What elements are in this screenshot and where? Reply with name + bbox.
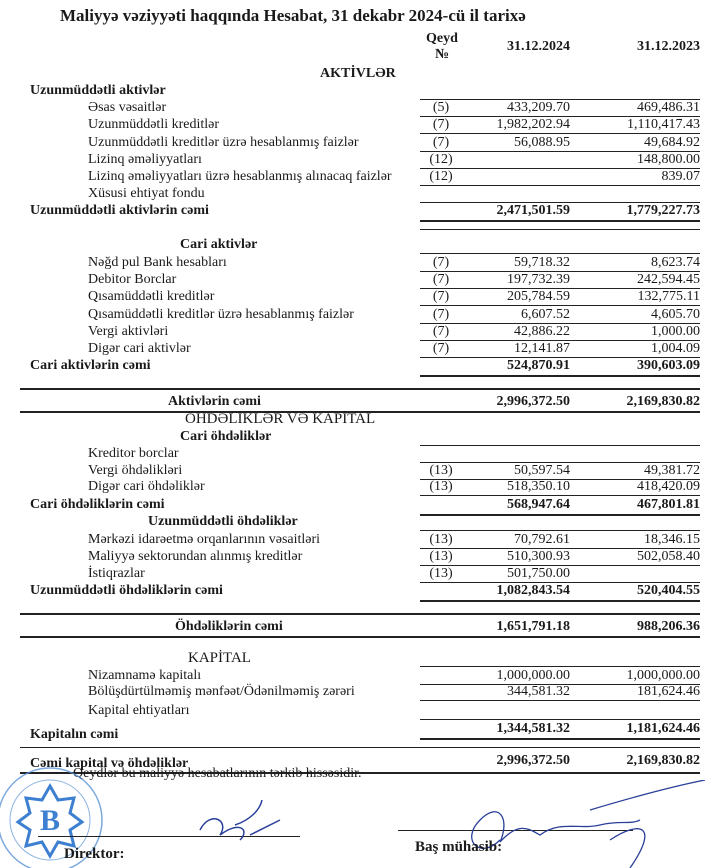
total-row bbox=[0, 394, 708, 411]
value-2023: 132,775.11 bbox=[637, 289, 700, 304]
column-header-2024: 31.12.2024 bbox=[507, 39, 570, 54]
table-row bbox=[0, 307, 708, 324]
value-2023: 2,169,830.82 bbox=[626, 394, 700, 409]
table-row bbox=[0, 684, 708, 701]
rule-line bbox=[420, 229, 700, 230]
row-label: Xüsusi ehtiyat fondu bbox=[88, 186, 205, 201]
table-row bbox=[0, 186, 708, 203]
section-heading bbox=[0, 514, 708, 531]
rule-line bbox=[20, 613, 700, 615]
footnote: Qeydlər bu maliyyə hesabatlarının tərkib hissəsidir. bbox=[73, 766, 362, 781]
rule-line bbox=[420, 738, 700, 740]
value-2023: 1,004.09 bbox=[651, 341, 700, 356]
row-label: Əsas vəsaitlər bbox=[88, 100, 167, 115]
value-2023: 2,169,830.82 bbox=[626, 753, 700, 768]
value-2023: 181,624.46 bbox=[637, 684, 700, 699]
value-2024: 205,784.59 bbox=[507, 289, 570, 304]
value-2023: 49,684.92 bbox=[644, 135, 700, 150]
value-2023: 242,594.45 bbox=[637, 272, 700, 287]
note-ref: (13) bbox=[429, 463, 453, 478]
value-2023: 418,420.09 bbox=[637, 479, 700, 494]
column-header-2023: 31.12.2023 bbox=[637, 39, 700, 54]
value-2023: 8,623.74 bbox=[651, 255, 700, 270]
value-2023: 839.07 bbox=[661, 169, 700, 184]
rule-line bbox=[20, 388, 700, 390]
rule-line bbox=[420, 305, 700, 306]
section-heading bbox=[0, 66, 708, 83]
note-ref: (13) bbox=[429, 549, 453, 564]
row-label: Digər cari öhdəliklər bbox=[88, 479, 205, 494]
value-2023: 988,206.36 bbox=[637, 619, 700, 634]
row-label: Qısamüddətli kreditlər bbox=[88, 289, 215, 304]
section-heading bbox=[0, 83, 708, 100]
value-2024: 1,082,843.54 bbox=[496, 583, 570, 598]
row-label: Cəmi kapital və öhdəliklər bbox=[30, 756, 189, 771]
value-2024: 1,000,000.00 bbox=[496, 668, 570, 683]
rule-line bbox=[420, 666, 700, 667]
row-label: Öhdəliklərin cəmi bbox=[175, 619, 283, 634]
table-row bbox=[0, 479, 708, 496]
value-2024: 518,350.10 bbox=[507, 479, 570, 494]
value-2024: 12,141.87 bbox=[514, 341, 570, 356]
total-row bbox=[0, 358, 708, 375]
note-header-line1: Qeyd bbox=[426, 31, 458, 46]
table-row bbox=[0, 117, 708, 134]
page-title: Maliyyə vəziyyəti haqqında Hesabat, 31 dekabr 2024-cü il tarixə bbox=[60, 6, 526, 25]
value-2024: 50,597.54 bbox=[514, 463, 570, 478]
value-2023: 520,404.55 bbox=[637, 583, 700, 598]
row-label: Maliyyə sektorundan alınmış kreditlər bbox=[88, 549, 303, 564]
note-header-line2: № bbox=[434, 47, 450, 62]
value-2024: 56,088.95 bbox=[514, 135, 570, 150]
value-2023: 1,000,000.00 bbox=[626, 668, 700, 683]
value-2023: 1,110,417.43 bbox=[627, 117, 700, 132]
section-heading bbox=[0, 650, 708, 667]
note-ref: (7) bbox=[432, 117, 450, 132]
value-2023: 390,603.09 bbox=[637, 358, 700, 373]
table-row bbox=[0, 324, 708, 341]
table-row bbox=[0, 169, 708, 186]
value-2024: 524,870.91 bbox=[507, 358, 570, 373]
note-ref: (7) bbox=[432, 135, 450, 150]
rule-line bbox=[420, 719, 700, 720]
table-row bbox=[0, 463, 708, 480]
rule-line bbox=[420, 133, 700, 134]
value-2023: 1,000.00 bbox=[651, 324, 700, 339]
value-2023: 18,346.15 bbox=[644, 532, 700, 547]
row-label: Lizinq əməliyyatları bbox=[88, 152, 202, 167]
value-2024: 6,607.52 bbox=[521, 307, 570, 322]
rule-line bbox=[420, 220, 700, 222]
rule-line bbox=[420, 495, 700, 496]
accountant-label: Baş mühasib: bbox=[415, 839, 503, 855]
note-column-header bbox=[426, 31, 458, 63]
row-label: Aktivlərin cəmi bbox=[168, 394, 261, 409]
value-2024: 433,209.70 bbox=[507, 100, 570, 115]
value-2023: 4,605.70 bbox=[651, 307, 700, 322]
table-row bbox=[0, 532, 708, 549]
value-2023: 148,800.00 bbox=[637, 152, 700, 167]
row-label: ÖHDƏLİKLƏR VƏ KAPİTAL bbox=[185, 411, 376, 427]
total-row bbox=[0, 497, 708, 514]
value-2024: 344,581.32 bbox=[507, 684, 570, 699]
table-row bbox=[0, 135, 708, 152]
total-row bbox=[0, 619, 708, 636]
row-label: Kapital ehtiyatları bbox=[88, 703, 190, 718]
table-row bbox=[0, 100, 708, 117]
svg-text:B: B bbox=[39, 804, 61, 837]
row-label: Uzunmüddətli kreditlər üzrə hesablanmış faizlər bbox=[88, 135, 359, 150]
row-label: Uzunmüddətli öhdəliklər bbox=[148, 514, 298, 529]
table-row bbox=[0, 668, 708, 685]
table-row bbox=[0, 549, 708, 566]
table-row bbox=[0, 289, 708, 306]
rule-line bbox=[20, 747, 700, 748]
value-2024: 2,996,372.50 bbox=[496, 394, 570, 409]
value-2023: 49,381.72 bbox=[644, 463, 700, 478]
note-ref: (12) bbox=[429, 169, 453, 184]
row-label: Cari aktivlər bbox=[180, 237, 258, 252]
note-ref: (13) bbox=[429, 566, 453, 581]
director-label: Direktor: bbox=[64, 846, 125, 862]
value-2024: 568,947.64 bbox=[507, 497, 570, 512]
note-ref: (5) bbox=[432, 100, 450, 115]
row-label: Kapitalın cəmi bbox=[30, 727, 119, 742]
row-label: Kreditor borclar bbox=[88, 446, 179, 461]
table-row bbox=[0, 703, 708, 720]
value-2024: 70,792.61 bbox=[514, 532, 570, 547]
rule-line bbox=[420, 253, 700, 254]
table-row bbox=[0, 272, 708, 289]
table-row bbox=[0, 152, 708, 169]
row-label: Digər cari aktivlər bbox=[88, 341, 191, 356]
note-ref: (7) bbox=[432, 289, 450, 304]
value-2023: 469,486.31 bbox=[637, 100, 700, 115]
total-row bbox=[0, 203, 708, 220]
section-heading bbox=[0, 237, 708, 254]
row-label: Uzunmüddətli aktivlər bbox=[30, 83, 166, 98]
rule-line bbox=[420, 700, 700, 701]
row-label: Cari öhdəliklərin cəmi bbox=[30, 497, 165, 512]
table-row bbox=[0, 255, 708, 272]
rule-line bbox=[20, 636, 700, 638]
table-row bbox=[0, 566, 708, 583]
director-signature bbox=[190, 790, 300, 850]
row-label: KAPİTAL bbox=[188, 650, 251, 666]
value-2024: 42,886.22 bbox=[514, 324, 570, 339]
row-label: Qısamüddətli kreditlər üzrə hesablanmış faizlər bbox=[88, 307, 354, 322]
row-label: İstiqrazlar bbox=[88, 566, 145, 581]
value-2024: 197,732.39 bbox=[507, 272, 570, 287]
total-row bbox=[0, 583, 708, 600]
value-2024: 1,344,581.32 bbox=[496, 721, 570, 736]
note-ref: (7) bbox=[432, 341, 450, 356]
value-2024: 2,996,372.50 bbox=[496, 753, 570, 768]
row-label: Uzunmüddətli kreditlər bbox=[88, 117, 220, 132]
value-2024: 501,750.00 bbox=[507, 566, 570, 581]
note-ref: (7) bbox=[432, 272, 450, 287]
note-ref: (13) bbox=[429, 532, 453, 547]
value-2024: 1,982,202.94 bbox=[496, 117, 570, 132]
row-label: Lizinq əməliyyatları üzrə hesablanmış alınacaq faizlər bbox=[88, 169, 392, 184]
row-label: AKTİVLƏR bbox=[320, 66, 396, 81]
note-ref: (7) bbox=[432, 255, 450, 270]
table-row bbox=[0, 446, 708, 463]
note-ref: (7) bbox=[432, 324, 450, 339]
row-label: Cari öhdəliklər bbox=[180, 429, 272, 444]
note-ref: (7) bbox=[432, 307, 450, 322]
value-2024: 2,471,501.59 bbox=[496, 203, 570, 218]
note-ref: (12) bbox=[429, 152, 453, 167]
row-label: Debitor Borclar bbox=[88, 272, 177, 287]
total-row bbox=[0, 721, 708, 742]
table-row bbox=[0, 341, 708, 358]
row-label: Mərkəzi idarəetmə orqanlarının vəsaitləri bbox=[88, 532, 321, 547]
row-label: Bölüşdürtülməmiş mənfəət/Ödənilməmiş zərəri bbox=[88, 684, 355, 699]
rule-line bbox=[420, 530, 700, 531]
row-label: Uzunmüddətli aktivlərin cəmi bbox=[30, 203, 209, 218]
row-label: Nizamnamə kapitalı bbox=[88, 668, 202, 683]
value-2024: 510,300.93 bbox=[507, 549, 570, 564]
section-heading bbox=[0, 411, 708, 428]
row-label: Vergi öhdəlikləri bbox=[88, 463, 183, 478]
section-heading bbox=[0, 429, 708, 446]
value-2023: 1,181,624.46 bbox=[626, 721, 700, 736]
value-2024: 59,718.32 bbox=[514, 255, 570, 270]
value-2023: 1,779,227.73 bbox=[626, 203, 700, 218]
row-label: Uzunmüddətli öhdəliklərin cəmi bbox=[30, 583, 223, 598]
rule-line bbox=[420, 600, 700, 602]
row-label: Nəğd pul Bank hesabları bbox=[88, 255, 227, 270]
rule-line bbox=[420, 375, 700, 377]
value-2023: 502,058.40 bbox=[637, 549, 700, 564]
value-2023: 467,801.81 bbox=[637, 497, 700, 512]
row-label: Vergi aktivləri bbox=[88, 324, 169, 339]
row-label: Cari aktivlərin cəmi bbox=[30, 358, 151, 373]
value-2024: 1,651,791.18 bbox=[496, 619, 570, 634]
note-ref: (13) bbox=[429, 479, 453, 494]
